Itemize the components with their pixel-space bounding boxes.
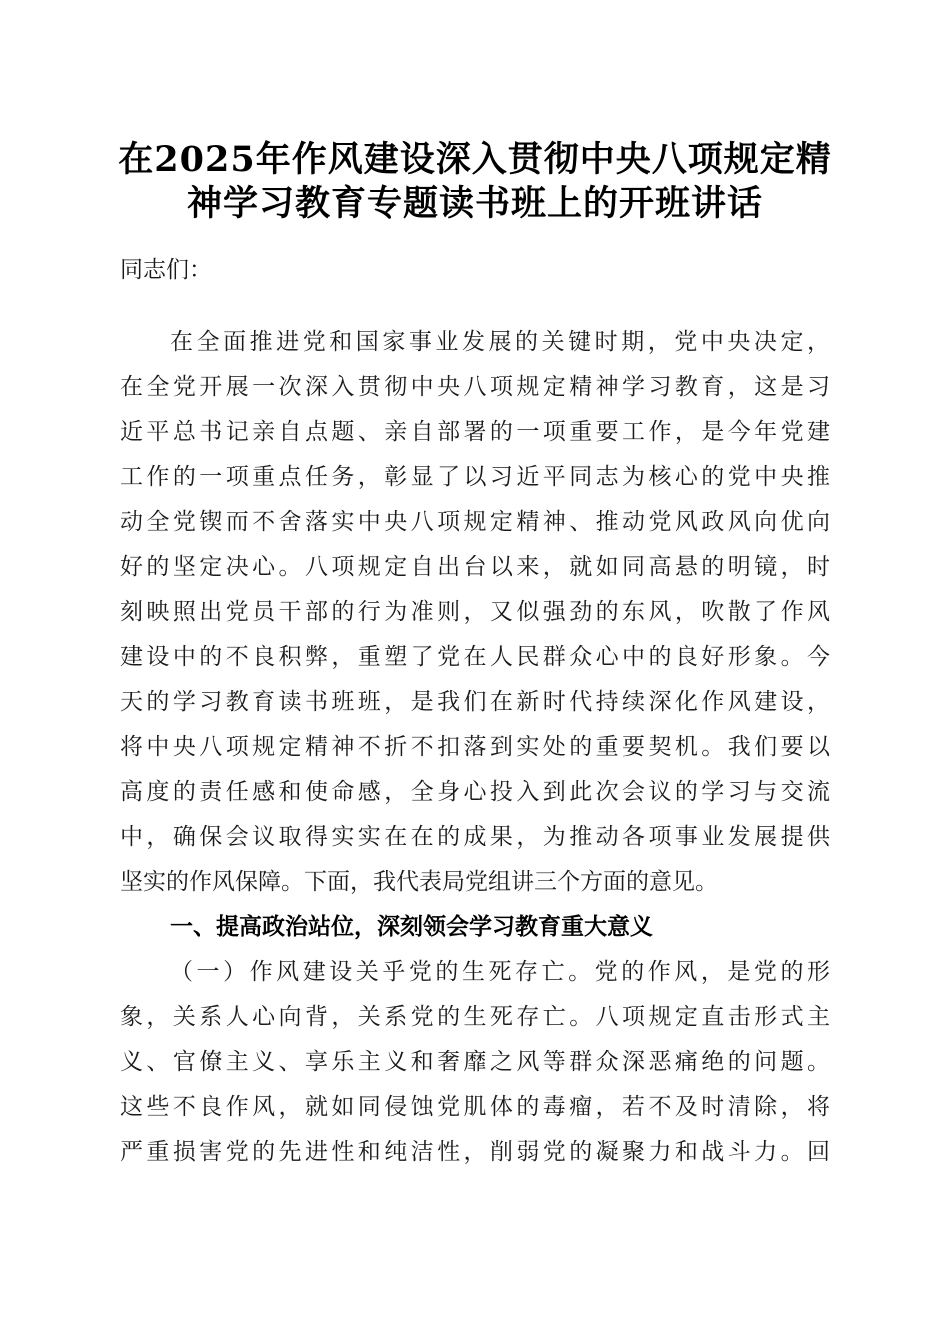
paragraph-2-line: 象，关系人心向背，关系党的生死存亡。八项规定直击形式主 (120, 1004, 830, 1030)
paragraph-1-line: 近平总书记亲自点题、亲自部署的一项重要工作，是今年党建 (120, 419, 830, 445)
document-title-line-2: 神学习教育专题读书班上的开班讲话 (186, 183, 763, 224)
paragraph-1-line: 将中央八项规定精神不折不扣落到实处的重要契机。我们要以 (120, 734, 830, 760)
paragraph-1-line: 在全党开展一次深入贯彻中央八项规定精神学习教育，这是习 (120, 374, 830, 400)
paragraph-2-line: 这些不良作风，就如同侵蚀党肌体的毒瘤，若不及时清除，将 (120, 1094, 830, 1120)
paragraph-1-line: 动全党锲而不舍落实中央八项规定精神、推动党风政风向优向 (120, 509, 830, 535)
paragraph-1-line: 高度的责任感和使命感，全身心投入到此次会议的学习与交流 (120, 779, 830, 805)
paragraph-2-line: 义、官僚主义、享乐主义和奢靡之风等群众深恶痛绝的问题。 (120, 1049, 830, 1075)
paragraph-2-line: （一）作风建设关乎党的生死存亡。党的作风，是党的形 (170, 959, 830, 985)
paragraph-1-line: 天的学习教育读书班班，是我们在新时代持续深化作风建设， (120, 689, 830, 715)
paragraph-1-line: 在全面推进党和国家事业发展的关键时期，党中央决定， (170, 329, 830, 355)
salutation: 同志们： (120, 257, 212, 283)
paragraph-2-line: 严重损害党的先进性和纯洁性，削弱党的凝聚力和战斗力。回 (120, 1139, 830, 1165)
paragraph-1-line: 中，确保会议取得实实在在的成果，为推动各项事业发展提供 (120, 824, 830, 850)
paragraph-1-line: 好的坚定决心。八项规定自出台以来，就如同高悬的明镜，时 (120, 554, 830, 580)
paragraph-1-line: 坚实的作风保障。下面，我代表局党组讲三个方面的意见。 (120, 869, 718, 895)
paragraph-1-line: 工作的一项重点任务，彰显了以习近平同志为核心的党中央推 (120, 464, 830, 490)
paragraph-1-line: 刻映照出党员干部的行为准则，又似强劲的东风，吹散了作风 (120, 599, 830, 625)
section-1-heading: 一、提高政治站位，深刻领会学习教育重大意义 (170, 914, 653, 940)
paragraph-1-line: 建设中的不良积弊，重塑了党在人民群众心中的良好形象。今 (120, 644, 830, 670)
document-title-line-1: 在2025年作风建设深入贯彻中央八项规定精 (118, 139, 832, 180)
